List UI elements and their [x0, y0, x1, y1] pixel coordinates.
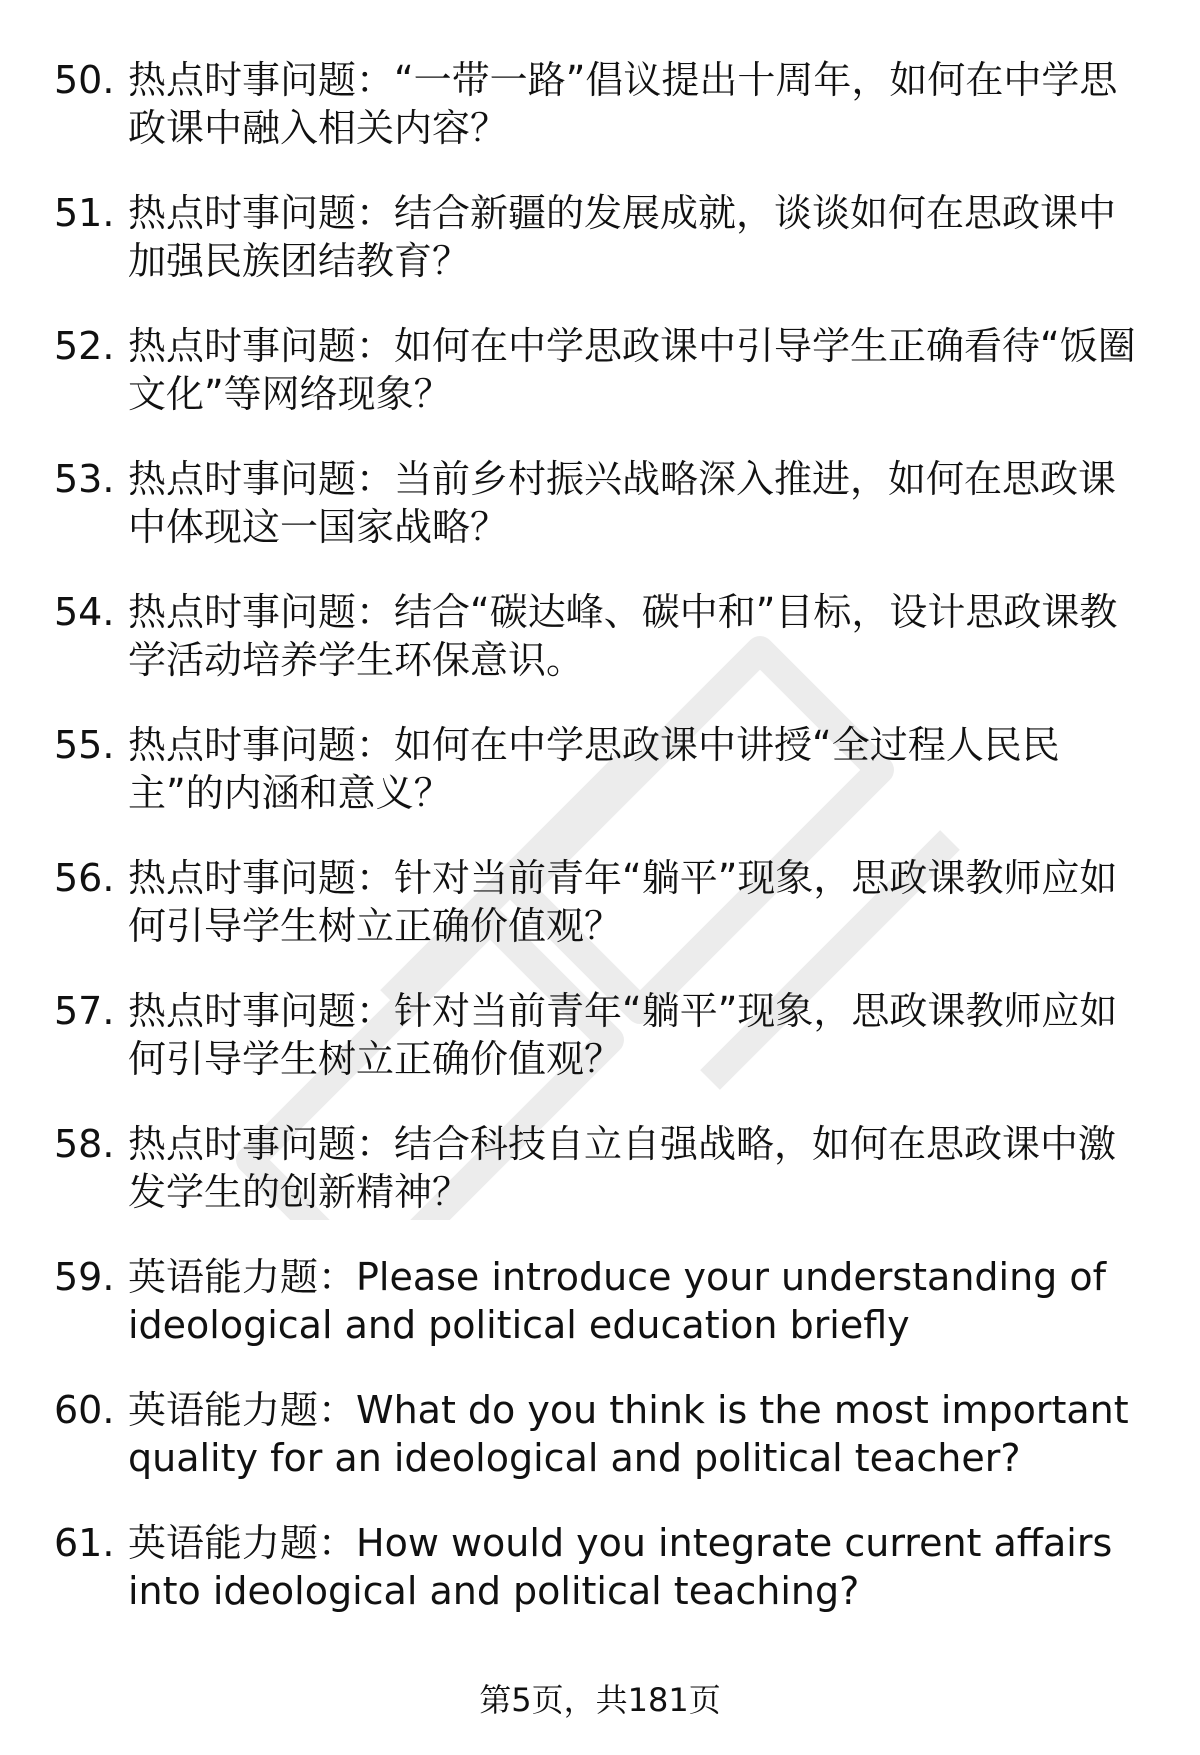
question-item — [0, 854, 1200, 987]
page-indicator: 第5页，共181页 — [479, 1681, 721, 1719]
question-text: 热点时事问题：“一带一路”倡议提出十周年，如何在中学思政课中融入相关内容？ — [128, 58, 1118, 150]
page-footer — [0, 1680, 1200, 1720]
question-text: 热点时事问题：当前乡村振兴战略深入推进，如何在思政课中体现这一国家战略？ — [128, 457, 1117, 549]
question-text: 热点时事问题：如何在中学思政课中讲授“全过程人民民主”的内涵和意义？ — [128, 723, 1060, 815]
question-text: 英语能力题：What do you think is the most important quality for an ideological and political teacher? — [128, 1388, 1129, 1480]
question-text: 英语能力题：Please introduce your understanding of ideological and political education briefly — [128, 1255, 1106, 1347]
question-number: 56. — [54, 856, 115, 900]
question-number: 61. — [54, 1521, 115, 1565]
question-text: 英语能力题：How would you integrate current affairs into ideological and political teaching? — [128, 1521, 1113, 1613]
question-text: 热点时事问题：如何在中学思政课中引导学生正确看待“饭圈文化”等网络现象？ — [128, 324, 1136, 416]
question-number: 59. — [54, 1255, 115, 1299]
question-item — [0, 987, 1200, 1120]
question-item — [0, 1253, 1200, 1386]
question-number: 52. — [54, 324, 115, 368]
question-item — [0, 588, 1200, 721]
question-item — [0, 322, 1200, 455]
question-list — [0, 56, 1200, 1652]
question-item — [0, 1120, 1200, 1253]
question-text: 热点时事问题：针对当前青年“躺平”现象，思政课教师应如何引导学生树立正确价值观？ — [128, 856, 1118, 948]
question-number: 60. — [54, 1388, 115, 1432]
question-number: 57. — [54, 989, 115, 1033]
question-item — [0, 1386, 1200, 1519]
question-item — [0, 189, 1200, 322]
question-text: 热点时事问题：结合科技自立自强战略，如何在思政课中激发学生的创新精神？ — [128, 1122, 1117, 1214]
question-number: 51. — [54, 191, 115, 235]
question-item — [0, 1519, 1200, 1652]
question-number: 54. — [54, 590, 115, 634]
question-number: 53. — [54, 457, 115, 501]
question-text: 热点时事问题：结合新疆的发展成就，谈谈如何在思政课中加强民族团结教育？ — [128, 191, 1117, 283]
question-number: 50. — [54, 58, 115, 102]
question-number: 55. — [54, 723, 115, 767]
question-number: 58. — [54, 1122, 115, 1166]
question-text: 热点时事问题：针对当前青年“躺平”现象，思政课教师应如何引导学生树立正确价值观？ — [128, 989, 1118, 1081]
question-item — [0, 455, 1200, 588]
question-text: 热点时事问题：结合“碳达峰、碳中和”目标，设计思政课教学活动培养学生环保意识。 — [128, 590, 1118, 682]
question-item — [0, 56, 1200, 189]
question-item — [0, 721, 1200, 854]
